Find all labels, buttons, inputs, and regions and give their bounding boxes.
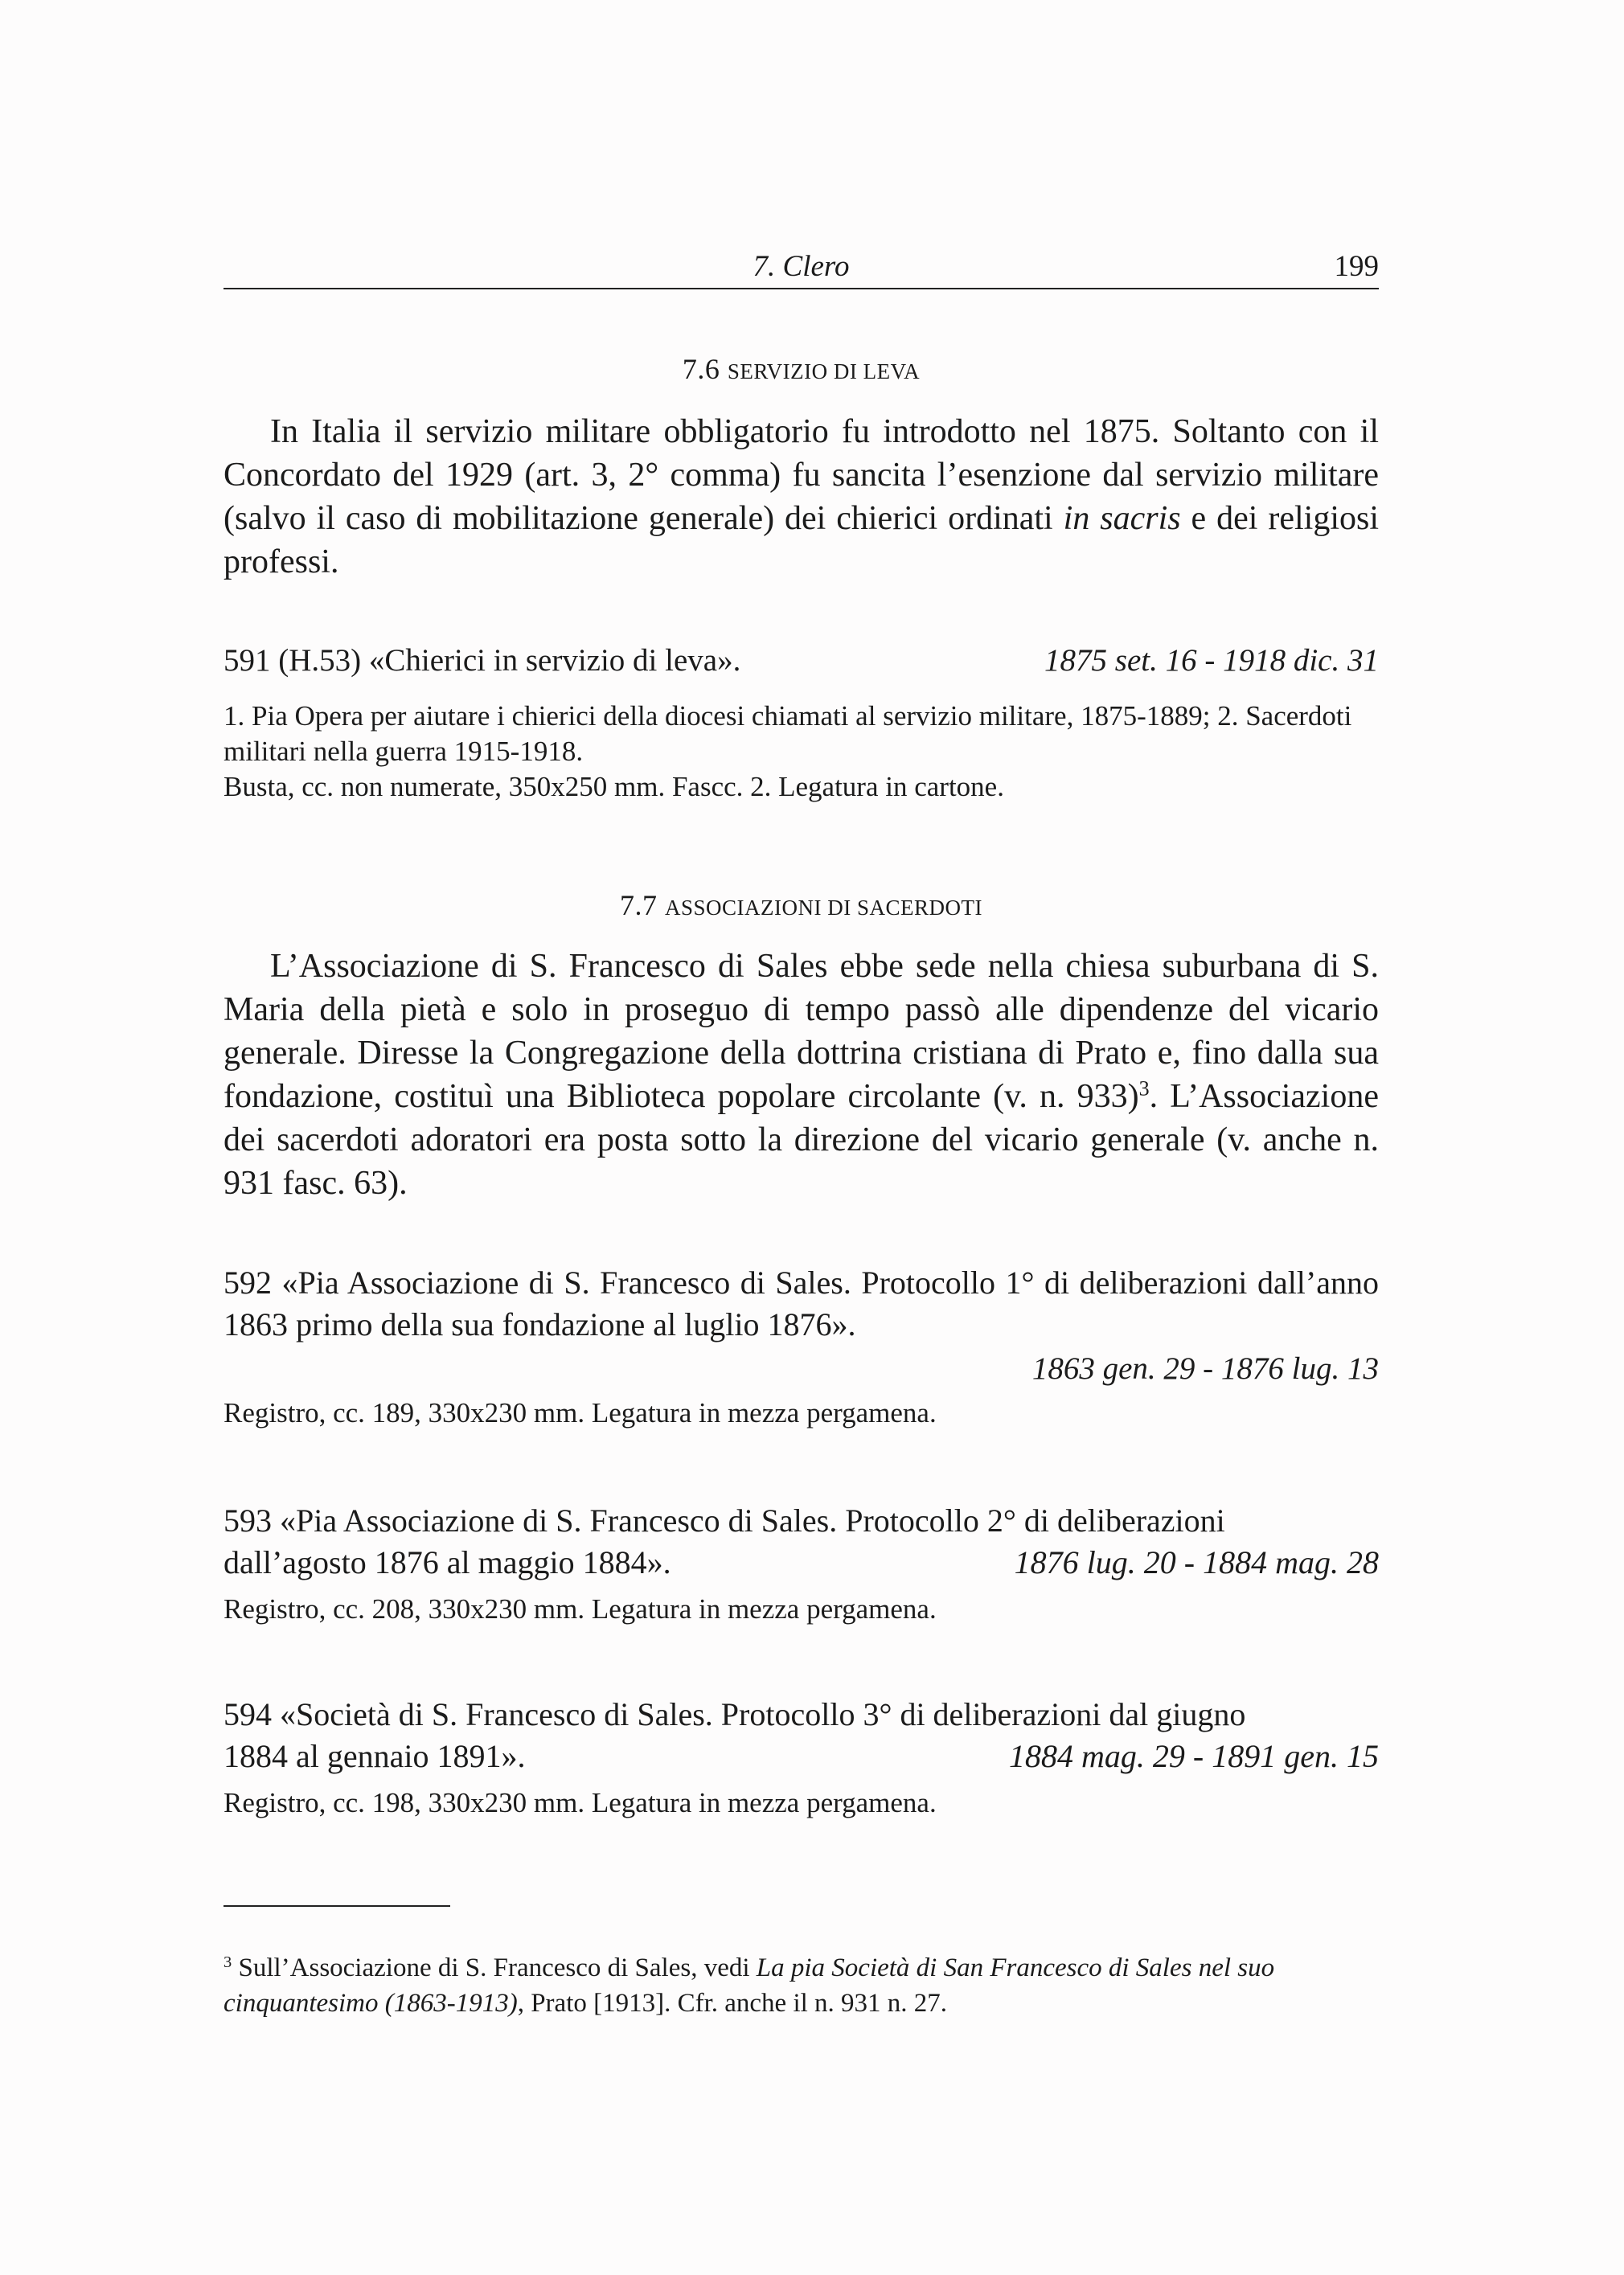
footnote-separator <box>224 1905 450 1907</box>
section-7-7-paragraph <box>224 945 1379 1205</box>
entry-date: 1863 gen. 29 - 1876 lug. 13 <box>1031 1351 1379 1386</box>
entry-date: 1884 mag. 29 - 1891 gen. 15 <box>1009 1738 1379 1774</box>
header-section-title: 7. Clero <box>753 250 850 283</box>
entry-contents: 1. Pia Opera per aiutare i chierici della diocesi chiamati al servizio militare, 1875-1889; 2. Sacerdoti militari nella guerra 1915-1918. <box>224 700 1352 767</box>
entry-592 <box>224 1262 1379 1431</box>
section-7-7-title: ASSOCIAZIONI DI SACERDOTI <box>665 896 982 920</box>
page-number: 199 <box>1334 250 1379 283</box>
footnote-text-end: , Prato [1913]. Cfr. anche il n. 931 n. 27. <box>517 1989 948 2018</box>
entry-physical-description: Busta, cc. non numerate, 350x250 mm. Fascc. 2. Legatura in cartone. <box>224 771 1004 802</box>
section-7-6-paragraph <box>224 410 1379 584</box>
entry-title-line-1: 594 «Società di S. Francesco di Sales. Protocollo 3° di deliberazioni dal giugno <box>224 1696 1246 1732</box>
section-7-7-number: 7.7 <box>620 889 658 921</box>
section-7-6-heading <box>224 352 1379 386</box>
footnote-text: Sull’Associazione di S. Francesco di Sales, vedi <box>232 1953 757 1982</box>
entry-594 <box>224 1694 1379 1821</box>
entry-title-line-2: 1884 al gennaio 1891». <box>224 1738 526 1774</box>
entry-title: 592 «Pia Associazione di S. Francesco di Sales. Protocollo 1° di deliberazioni dall’anno 1863 primo della sua fondazione al luglio 1876». <box>224 1265 1379 1342</box>
entry-title-line-1: 593 «Pia Associazione di S. Francesco di Sales. Protocollo 2° di deliberazioni <box>224 1502 1225 1539</box>
entry-title-row <box>224 641 1379 681</box>
section-7-6-number: 7.6 <box>682 353 720 385</box>
footnote <box>224 1950 1379 2021</box>
footnote-marker: 3 <box>224 1953 232 1971</box>
paragraph-text: In Italia il servizio militare obbligatorio fu introdotto nel 1875. Soltanto con il Concordato del 1929 (art. 3, 2° comma) fu sancita l’esenzione dal servizio militare (salvo il caso di mobilitazione generale) dei chierici ordinati <box>224 413 1379 537</box>
paragraph-text-end: e dei religiosi professi. <box>224 500 1379 580</box>
section-7-7-heading <box>224 888 1379 922</box>
section-7-6-title: SERVIZIO DI LEVA <box>727 359 921 383</box>
footnote-cited-title: La pia Società di San Francesco di Sales nel suo cinquantesimo (1863-1913) <box>224 1953 1275 2018</box>
entry-physical-description: Registro, cc. 198, 330x230 mm. Legatura in mezza pergamena. <box>224 1787 937 1818</box>
paragraph-text: L’Associazione di S. Francesco di Sales ebbe sede nella chiesa suburbana di S. Maria della pietà e solo in proseguo di tempo passò alle dipendenze del vicario generale. Diresse la Congregazione della dottrina cristiana di Prato e, fino dalla sua fondazione, costituì una Biblioteca popolare circolante (v. n. 933) <box>224 948 1379 1115</box>
entry-physical-description: Registro, cc. 208, 330x230 mm. Legatura in mezza pergamena. <box>224 1593 937 1625</box>
entry-title: 591 (H.53) «Chierici in servizio di leva». <box>224 643 741 678</box>
entry-physical-description: Registro, cc. 189, 330x230 mm. Legatura in mezza pergamena. <box>224 1397 937 1429</box>
paragraph-text-end: . L’Associazione dei sacerdoti adoratori era posta sotto la direzione del vicario generale (v. anche n. 931 fasc. 63). <box>224 1078 1379 1202</box>
entry-591 <box>224 641 1379 805</box>
running-header <box>224 241 1379 289</box>
entry-title-line-2: dall’agosto 1876 al maggio 1884». <box>224 1544 671 1580</box>
entry-date: 1875 set. 16 - 1918 dic. 31 <box>1044 643 1379 678</box>
entry-593 <box>224 1500 1379 1627</box>
footnote-reference: 3 <box>1138 1076 1150 1101</box>
paragraph-italic-text: in sacris <box>1063 500 1181 537</box>
entry-date: 1876 lug. 20 - 1884 mag. 28 <box>1014 1544 1379 1580</box>
entry-title-row <box>224 1736 1379 1777</box>
entry-title-row <box>224 1542 1379 1584</box>
